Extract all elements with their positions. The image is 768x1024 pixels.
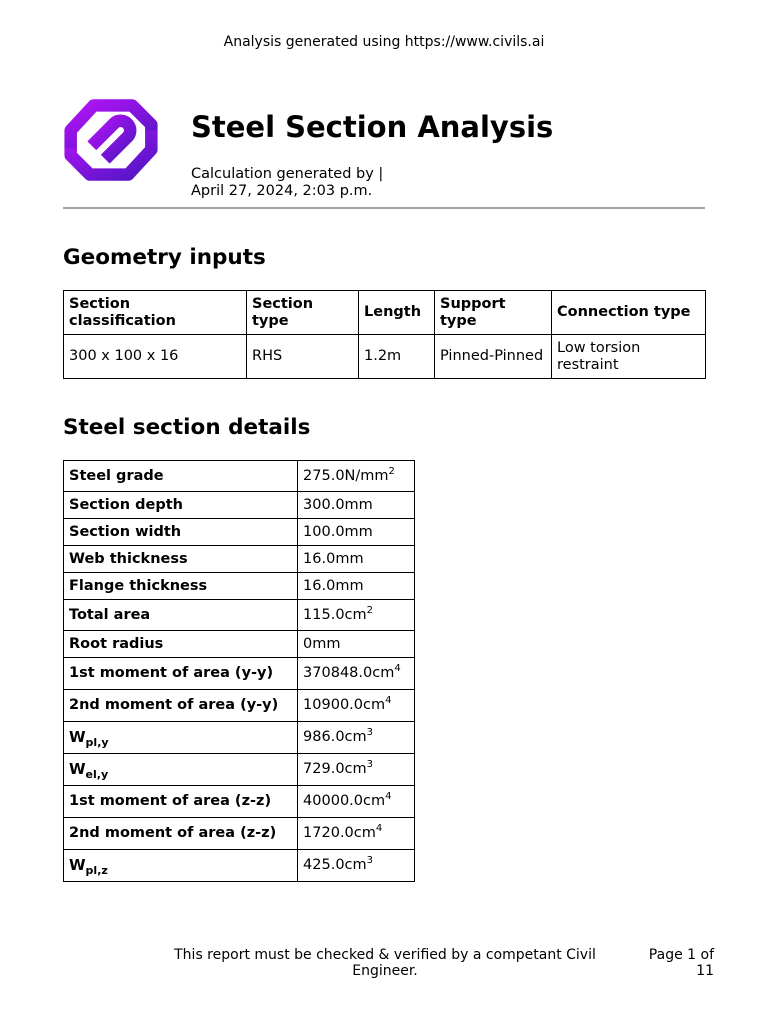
row-label: 2nd moment of area (y-y)	[64, 690, 298, 722]
geometry-table	[63, 290, 706, 379]
table-row	[64, 786, 415, 818]
row-label: Flange thickness	[64, 573, 298, 600]
table-row	[64, 690, 415, 722]
row-value: 300.0mm	[298, 492, 415, 519]
generated-date: April 27, 2024, 2:03 p.m.	[191, 183, 373, 199]
geometry-heading: Geometry inputs	[63, 245, 266, 270]
generated-info	[191, 166, 383, 200]
row-label: Root radius	[64, 631, 298, 658]
row-value: 16.0mm	[298, 546, 415, 573]
cell-connection-type: Low torsion restraint	[552, 335, 706, 379]
row-value: $370848.0cm^4$	[298, 658, 415, 690]
row-value: 100.0mm	[298, 519, 415, 546]
col-support-type: Support type	[435, 291, 552, 335]
row-label: Web thickness	[64, 546, 298, 573]
details-table	[63, 460, 415, 882]
row-value: 0mm	[298, 631, 415, 658]
row-label: Total area	[64, 600, 298, 631]
row-value: $729.0cm^3$	[298, 754, 415, 786]
table-row	[64, 722, 415, 754]
geometry-header-row	[64, 291, 706, 335]
page-number: Page 1 of 11	[648, 947, 714, 979]
table-row	[64, 573, 415, 600]
table-row	[64, 519, 415, 546]
civils-logo-icon	[62, 92, 160, 188]
table-row	[64, 546, 415, 573]
header-divider	[63, 207, 705, 209]
table-row	[64, 631, 415, 658]
row-value: $275.0N/mm^2$	[298, 461, 415, 492]
row-value: $1720.0cm^4$	[298, 818, 415, 850]
table-row	[64, 335, 706, 379]
header-note: Analysis generated using https://www.civils.ai	[223, 34, 545, 50]
details-heading: Steel section details	[63, 415, 311, 440]
row-label: Section depth	[64, 492, 298, 519]
footer-disclaimer: This report must be checked & verified by a competant Civil Engineer.	[174, 947, 596, 979]
table-row	[64, 461, 415, 492]
col-section-type: Section type	[247, 291, 359, 335]
row-label: $W_{pl,z}$	[64, 850, 298, 882]
row-label: $W_{el,y}$	[64, 754, 298, 786]
row-label: Steel grade	[64, 461, 298, 492]
row-value: $986.0cm^3$	[298, 722, 415, 754]
table-row	[64, 492, 415, 519]
row-label: 2nd moment of area (z-z)	[64, 818, 298, 850]
page-title: Steel Section Analysis	[191, 110, 554, 144]
generated-by: Calculation generated by |	[191, 166, 384, 182]
cell-length: 1.2m	[359, 335, 435, 379]
row-value: 16.0mm	[298, 573, 415, 600]
row-label: 1st moment of area (z-z)	[64, 786, 298, 818]
row-value: $425.0cm^3$	[298, 850, 415, 882]
cell-support-type: Pinned-Pinned	[435, 335, 552, 379]
col-length: Length	[359, 291, 435, 335]
table-row	[64, 850, 415, 882]
row-label: 1st moment of area (y-y)	[64, 658, 298, 690]
row-value: $115.0cm^2$	[298, 600, 415, 631]
table-row	[64, 818, 415, 850]
row-label: $W_{pl,y}$	[64, 722, 298, 754]
cell-section-type: RHS	[247, 335, 359, 379]
row-value: $10900.0cm^4$	[298, 690, 415, 722]
table-row	[64, 600, 415, 631]
row-value: $40000.0cm^4$	[298, 786, 415, 818]
row-label: Section width	[64, 519, 298, 546]
table-row	[64, 754, 415, 786]
col-connection-type: Connection type	[552, 291, 706, 335]
table-row	[64, 658, 415, 690]
cell-section-classification: 300 x 100 x 16	[64, 335, 247, 379]
col-section-classification: Section classification	[64, 291, 247, 335]
